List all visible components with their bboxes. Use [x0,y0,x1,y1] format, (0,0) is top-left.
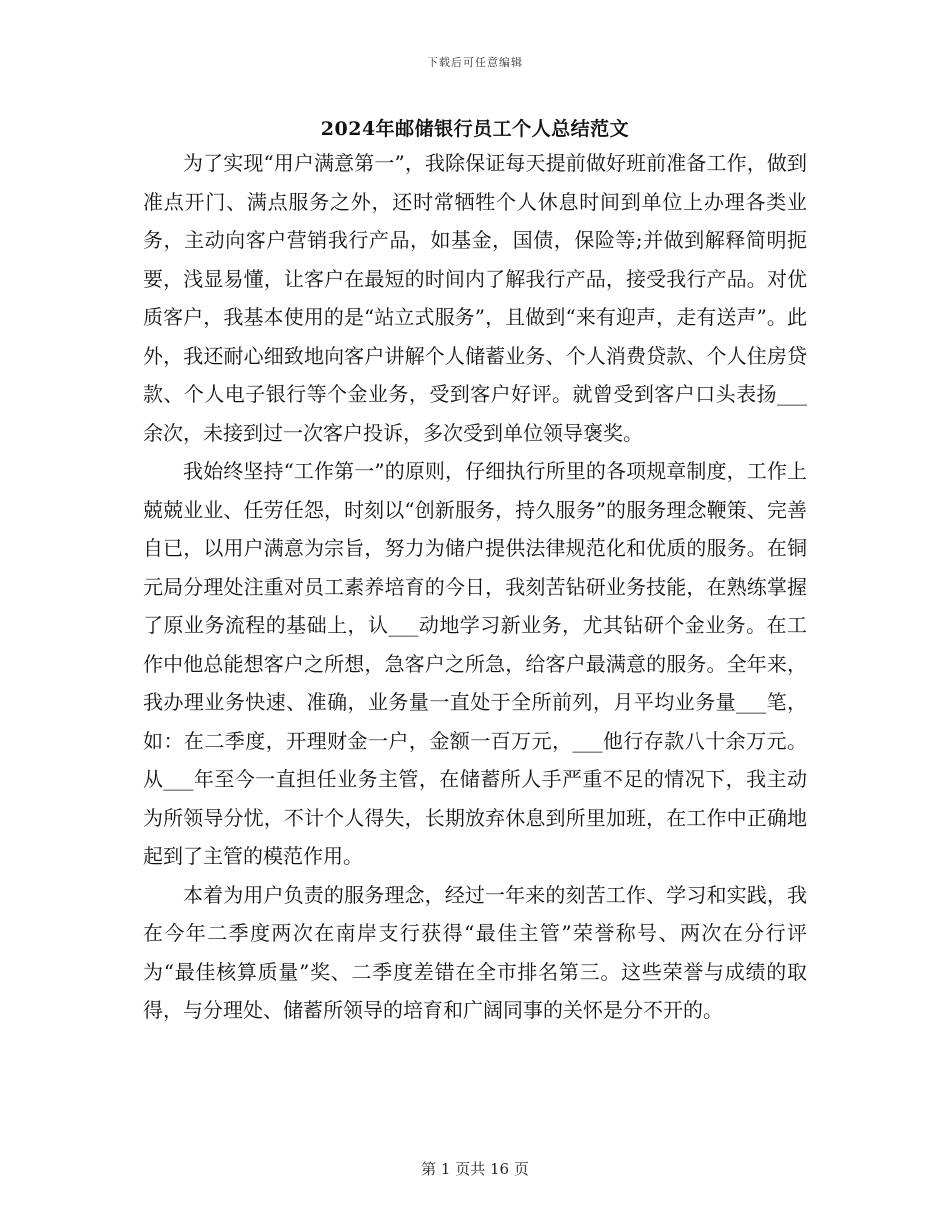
header-note: 下载后可任意编辑 [427,56,523,69]
document-title: 2024年邮储银行员工个人总结范文 [320,118,630,140]
page-number: 第 1 页共 16 页 [421,1160,529,1178]
paragraph-2: 我始终坚持“工作第一”的原则，仔细执行所里的各项规章制度，工作上兢兢业业、任劳任怨，时刻以“创新服务，持久服务”的服务理念鞭策、完善自已，以用户满意为宗旨，努力为储户提供法律规范化和优质的服务。在铜元局分理处注重对员工素养培育的今日，我刻苦钻研业务技能，在熟练掌握了原业务流程的基础上，认___动地学习新业务，尤其钻研个金业务。在工作中他总能想客户之所想，急客户之所急，给客户最满意的服务。全年来，我办理业务快速、准确，业务量一直处于全所前列，月平均业务量___笔，如：在二季度，开理财金一户，金额一百万元，___他行存款八十余万元。从___年至今一直担任业务主管，在储蓄所人手严重不足的情况下，我主动为所领导分忧，不计个人得失，长期放弃休息到所里加班，在工作中正确地起到了主管的模范作用。 [143,459,807,868]
document-body [143,144,807,1030]
paragraph-1: 为了实现“用户满意第一”，我除保证每天提前做好班前准备工作，做到准点开门、满点服务之外，还时常牺牲个人休息时间到单位上办理各类业务，主动向客户营销我行产品，如基金，国债，保险等;并做到解释简明扼要，浅显易懂，让客户在最短的时间内了解我行产品，接受我行产品。对优质客户，我基本使用的是“站立式服务”，且做到“来有迎声，走有送声”。此外，我还耐心细致地向客户讲解个人储蓄业务、个人消费贷款、个人住房贷款、个人电子银行等个金业务，受到客户好评。就曾受到客户口头表扬___余次，未接到过一次客户投诉，多次受到单位领导褒奖。 [143,151,807,445]
paragraph-3: 本着为用户负责的服务理念，经过一年来的刻苦工作、学习和实践，我在今年二季度两次在南岸支行获得“最佳主管”荣誉称号、两次在分行评为“最佳核算质量”奖、二季度差错在全市排名第三。这些荣誉与成绩的取得，与分理处、储蓄所领导的培育和广阔同事的关怀是分不开的。 [143,882,807,1022]
